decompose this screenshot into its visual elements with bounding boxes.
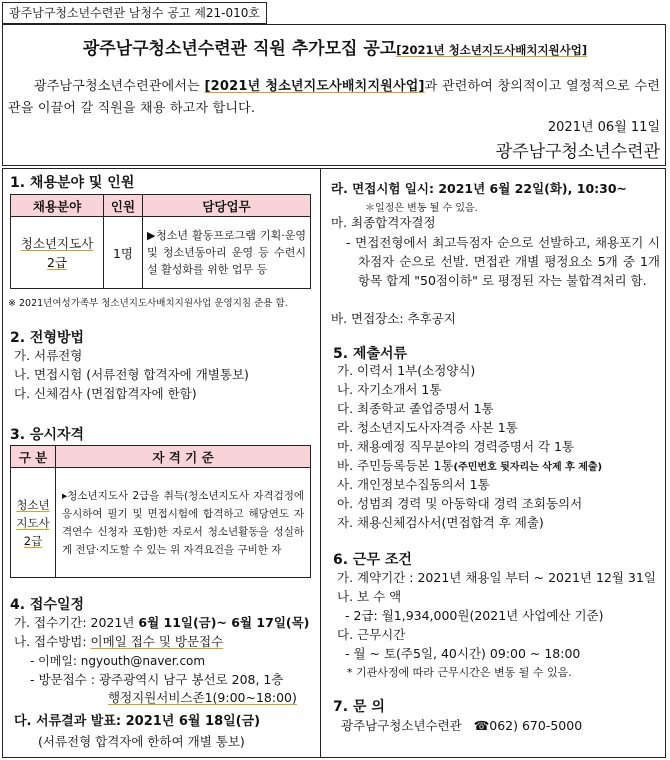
document-item: 사. 개인정보수집동의서 1통 xyxy=(337,477,490,492)
receipt-visit: - 방문접수 : 광주광역시 남구 봉선로 208, 1층 xyxy=(30,672,284,687)
intro-after: 과 관련하여 창의적이고 열정적으로 수련관을 이끌어 갈 직원을 채용 하고자 합니다. xyxy=(8,79,660,116)
result-value: 2021년 6월 18일(금) xyxy=(125,714,261,729)
section3-heading: 3. 응시자격 xyxy=(10,427,85,443)
pay-heading: 나. 보 수 액 xyxy=(337,589,402,604)
interview-value: 2021년 6월 22일(화), 10:30~ xyxy=(438,181,628,196)
contact-org: 광주남구청소년수련관 xyxy=(341,718,462,733)
receipt-period-label: 가. 접수기간: 2021년 xyxy=(14,615,139,630)
screening-item: 나. 면접시험 (서류전형 합격자에 개별통보) xyxy=(14,367,249,382)
document-item: 가. 이력서 1부(소정양식) xyxy=(337,363,476,378)
title-project: [2021년 청소년지도사배치지원사업] xyxy=(396,43,588,57)
section1-heading: 1. 채용분야 및 인원 xyxy=(10,175,135,191)
qual-header-type: 구 분 xyxy=(11,446,56,468)
qual-field xyxy=(11,468,56,578)
interview-venue: 바. 면접장소: 추후공지 xyxy=(331,311,456,326)
final-decision-text: - 면접전형에서 최고득점자 순으로 선발하고, 채용포기 시 차점자 순으로 선발. 면접관 개별 평정요소 5개 중 1개 항목 합계 "50점이하" 로 평정된 자는 불합격처리 함. xyxy=(346,235,660,288)
intro-before: 광주남구청소년수련관에서는 xyxy=(34,79,205,94)
hours-value: - 월 ~ 토(주5일, 40시간) 09:00 ~ 18:00 xyxy=(345,646,581,661)
recruit-header-count: 인원 xyxy=(104,195,143,217)
document-item: 마. 채용예정 직무분야의 경력증명서 각 1통 xyxy=(337,439,575,454)
intro-project: [2021년 청소년지도사배치지원사업] xyxy=(204,79,425,94)
section4-heading: 4. 접수일정 xyxy=(10,597,85,613)
pay-value: - 2급: 월1,934,000원(2021년 사업예산 기준) xyxy=(345,608,604,623)
receipt-method-label: 나. 접수방법: xyxy=(14,634,91,649)
recruit-count: 1명 xyxy=(104,217,143,289)
section6-heading: 6. 근무 조건 xyxy=(333,552,412,568)
recruit-table xyxy=(10,194,311,289)
result-note: (서류전형 합격자에 한하여 개별 통보) xyxy=(38,734,245,749)
screening-item: 다. 신체검사 (면접합격자에 한함) xyxy=(14,386,197,401)
receipt-period xyxy=(14,614,309,632)
final-decision-heading: 마. 최종합격자결정 xyxy=(331,215,436,230)
receipt-method-value: 이메일 접수 및 방문접수 xyxy=(90,634,224,649)
qual-header-criteria: 자 격 기 준 xyxy=(56,446,311,468)
section2-heading: 2. 전형방법 xyxy=(10,330,85,346)
receipt-email[interactable]: - 이메일: ngyouth@naver.com xyxy=(30,654,206,668)
contact-phone[interactable]: ☎062) 670-5000 xyxy=(473,718,583,733)
intro-text xyxy=(8,76,660,120)
recruit-field xyxy=(11,217,104,289)
page-title xyxy=(0,34,670,59)
document-item: 나. 자기소개서 1통 xyxy=(337,382,442,397)
document-item-resident xyxy=(337,457,602,477)
recruit-duty: ▶청소년 활동프로그램 기획·운영 및 청소년동아리 운영 등 수련시설 활성화를 위한 업무 등 xyxy=(143,217,311,289)
recruit-note: ※ 2021년여성가족부 청소년지도사배치지원사업 운영지침 준용 함. xyxy=(8,298,288,309)
screening-item: 가. 서류전형 xyxy=(14,348,83,363)
receipt-period-value: 6월 11일(금)~ 6월 17일(목) xyxy=(138,615,310,630)
document-item: 다. 최종학교 졸업증명서 1통 xyxy=(337,401,494,416)
interview-datetime xyxy=(331,180,627,198)
contact xyxy=(341,717,582,735)
document-item: 자. 채용신체검사서(면접합격 후 제출) xyxy=(337,515,544,530)
resident-note: (주민번호 뒷자리는 삭제 후 제출) xyxy=(453,462,603,473)
document-item: 아. 성범죄 경력 및 아동학대 경력 조회동의서 xyxy=(337,496,583,511)
document-item: 라. 청소년지도사자격증 사본 1통 xyxy=(337,420,518,435)
section7-heading: 7. 문 의 xyxy=(333,699,385,715)
hours-note: * 기관사정에 따라 근무시간은 변동 될 수 있음. xyxy=(347,666,572,679)
interview-label: 라. 면접시험 일시: xyxy=(331,181,439,196)
resident-label: 바. 주민등록등본 1통 xyxy=(337,458,454,473)
hours-heading: 다. 근무시간 xyxy=(337,627,406,642)
qual-field-text: 청소년지도사 2급 xyxy=(16,497,50,548)
section5-heading: 5. 제출서류 xyxy=(333,346,408,362)
recruit-header-duty: 담당업무 xyxy=(143,195,311,217)
qual-criteria: ▸청소년지도사 2급을 취득(청소년지도사 자격검정에 응시하여 필기 및 면접시험에 합격하고 해당연도 자격연수 신청자 포함)한 자로서 청소년활동을 성실하게 전담·지도할 수 있는 위 자격요건을 구비한 자 xyxy=(56,468,311,578)
column-divider xyxy=(320,168,321,758)
result-label: 다. 서류결과 발표: xyxy=(14,714,126,729)
document-number: 광주남구청소년수련관 남청수 공고 제21-010호 xyxy=(2,2,267,24)
qualification-table xyxy=(10,445,311,578)
receipt-method xyxy=(14,633,223,651)
title-main: 광주남구청소년수련관 직원 추가모집 공고 xyxy=(82,39,397,59)
result-announcement xyxy=(14,713,260,731)
contract-period: 가. 계약기간 : 2021년 채용일 부터 ~ 2021년 12월 31일 xyxy=(337,570,656,585)
announcement-date: 2021년 06월 11일 xyxy=(547,120,660,135)
receipt-visit-place xyxy=(108,689,297,707)
recruit-header-field: 채용분야 xyxy=(11,195,104,217)
interview-note: ＊일정은 변동 될 수 있음. xyxy=(365,203,478,214)
recruit-field-text: 청소년지도사 2급 xyxy=(20,235,94,270)
organization-name: 광주남구청소년수련관 xyxy=(495,142,660,162)
receipt-visit-place-text: 행정지원서비스존1(9:00~18:00) xyxy=(108,690,297,705)
